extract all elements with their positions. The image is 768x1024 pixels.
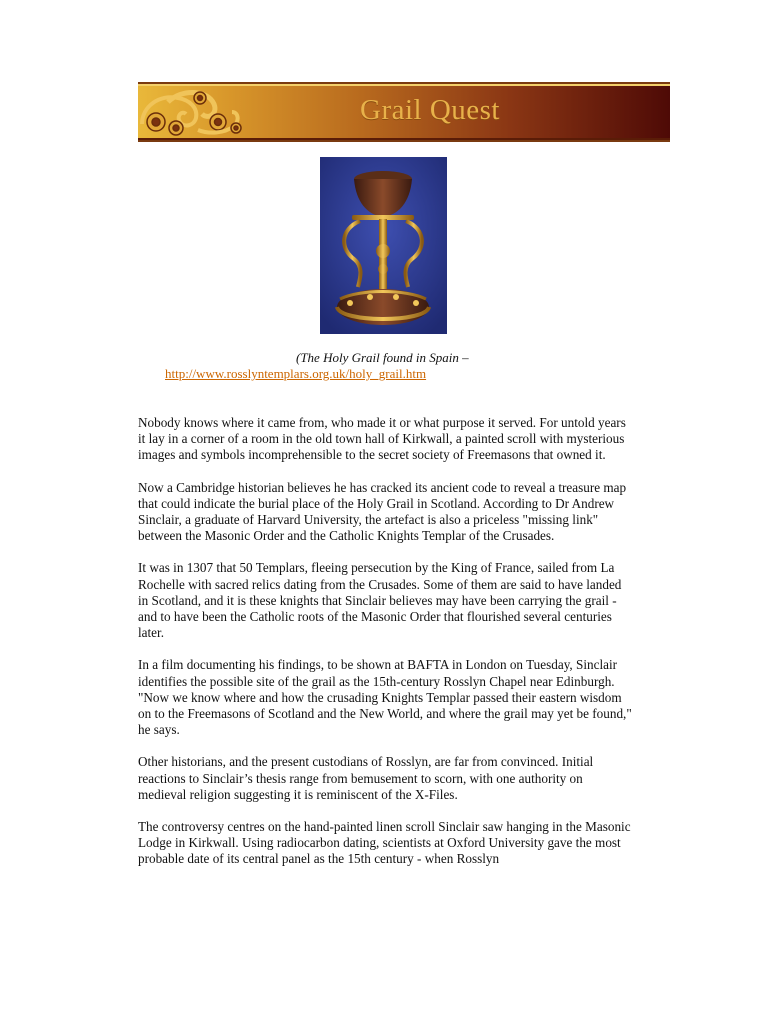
holy-grail-photo xyxy=(320,157,447,334)
banner-bottom-rule xyxy=(138,140,670,142)
article-paragraph: Now a Cambridge historian believes he has cracked its ancient code to reveal a treasure map that could indicate the burial place of the Holy Grail in Scotland. According to Dr Andrew Sinclair, a graduate of Harvard University, the artefact is also a priceless "missing link" between the Masonic Order and the Catholic Knights Templar of the Crusades. xyxy=(138,479,627,544)
source-link[interactable]: http://www.rosslyntemplars.org.uk/holy_grail.htm xyxy=(165,366,427,381)
scroll-ornament-icon xyxy=(138,84,248,140)
article-paragraph: It was in 1307 that 50 Templars, fleeing persecution by the King of France, sailed from La Rochelle with sacred relics dating from the Crusades. Some of them are said to have landed in Scotland, and it is these knights that Sinclair believes may have been carrying the grail - and to have been the Catholic roots of the Masonic Order that flourished several centuries later. xyxy=(138,560,622,641)
image-caption: (The Holy Grail found in Spain – xyxy=(296,350,469,365)
article-paragraph: Other historians, and the present custodians of Rosslyn, are far from convinced. Initial reactions to Sinclair’s thesis range from bemusement to scorn, with one authority on medieval religion suggesting it is reminiscent of the X-Files. xyxy=(138,754,594,802)
article-body xyxy=(138,415,633,884)
article-paragraph: In a film documenting his findings, to be shown at BAFTA in London on Tuesday, Sinclair identifies the possible site of the grail as the 15th-century Rosslyn Chapel near Edinburgh. "Now we know where and how the crusading Knights Templar passed their eastern wisdom on to the Freemasons of Scotland and the New World, and where the grail may yet be found," he says. xyxy=(138,657,632,738)
article-paragraph: Nobody knows where it came from, who made it or what purpose it served. For untold years it lay in a corner of a room in the old town hall of Kirkwall, a painted scroll with mysterious images and symbols incomprehensible to the secret society of Freemasons that owned it. xyxy=(138,415,626,463)
grail-quest-banner xyxy=(138,84,670,140)
article-paragraph: The controversy centres on the hand-painted linen scroll Sinclair saw hanging in the Masonic Lodge in Kirkwall. Using radiocarbon dating, scientists at Oxford University gave the most probable date of its central panel as the 15th century - when Rosslyn xyxy=(138,819,631,867)
banner-title: Grail Quest xyxy=(360,94,500,126)
grail-chalice-icon xyxy=(320,157,447,334)
